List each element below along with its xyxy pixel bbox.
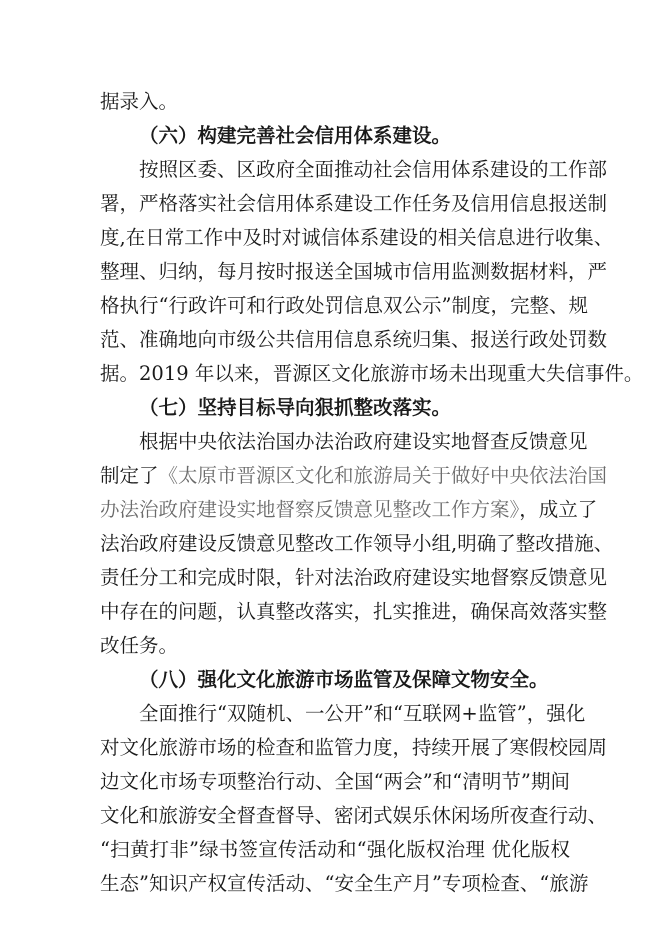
text-line: 根据中央依法治国办法治政府建设实地督查反馈意见: [139, 430, 588, 453]
document-title-reference: 办法治政府建设实地督察反馈意见整改工作方案》: [100, 498, 520, 521]
text-line: [100, 459, 608, 493]
text-line: 对文化旅游市场的检查和监管力度，持续开展了寒假校园周: [100, 736, 608, 759]
text-line: 全面推行“双随机、一公开”和“互联网+监管”，强化: [139, 702, 586, 725]
section-heading-7: （七）坚持目标导向狠抓整改落实。: [139, 396, 452, 419]
text-line: 改任务。: [100, 634, 179, 657]
text-segment: ，成立了: [519, 498, 598, 521]
text-line: 格执行“行政许可和行政处罚信息双公示”制度，完整、规: [100, 294, 588, 317]
text-line: 文化和旅游安全督查督导、密闭式娱乐休闲场所夜查行动、: [100, 804, 608, 827]
text-line: [100, 493, 598, 527]
text-line: 度,在日常工作中及时对诚信体系建设的相关信息进行收集、: [100, 226, 614, 249]
document-title-reference: 《太原市晋源区文化和旅游局关于做好中央依法治国: [158, 464, 608, 487]
text-line: 署，严格落实社会信用体系建设工作任务及信用信息报送制: [100, 192, 608, 215]
text-line: “扫黄打非”绿书签宣传活动和“强化版权治理 优化版权: [100, 838, 570, 861]
text-line: 按照区委、区政府全面推动社会信用体系建设的工作部: [139, 158, 608, 181]
text-line: 边文化市场专项整治行动、全国“两会”和“清明节”期间: [100, 770, 570, 793]
text-line: 整理、归纳，每月按时报送全国城市信用监测数据材料，严: [100, 260, 608, 283]
section-heading-8: （八）强化文化旅游市场监管及保障文物安全。: [139, 668, 549, 691]
text-line: 中存在的问题，认真整改落实，扎实推进，确保高效落实整: [100, 600, 608, 623]
text-line: 范、准确地向市级公共信用信息系统归集、报送行政处罚数: [100, 328, 608, 351]
text-segment: 制定了: [100, 464, 159, 487]
text-line: 法治政府建设反馈意见整改工作领导小组,明确了整改措施、: [100, 532, 614, 555]
section-heading-6: （六）构建完善社会信用体系建设。: [139, 124, 452, 147]
text-line: 据。2019 年以来，晋源区文化旅游市场未出现重大失信事件。: [100, 362, 644, 385]
text-line: 责任分工和完成时限，针对法治政府建设实地督察反馈意见: [100, 566, 608, 589]
text-line: 生态”知识产权宣传活动、“安全生产月”专项检查、“旅游: [100, 872, 589, 895]
text-line: 据录入。: [100, 90, 179, 113]
